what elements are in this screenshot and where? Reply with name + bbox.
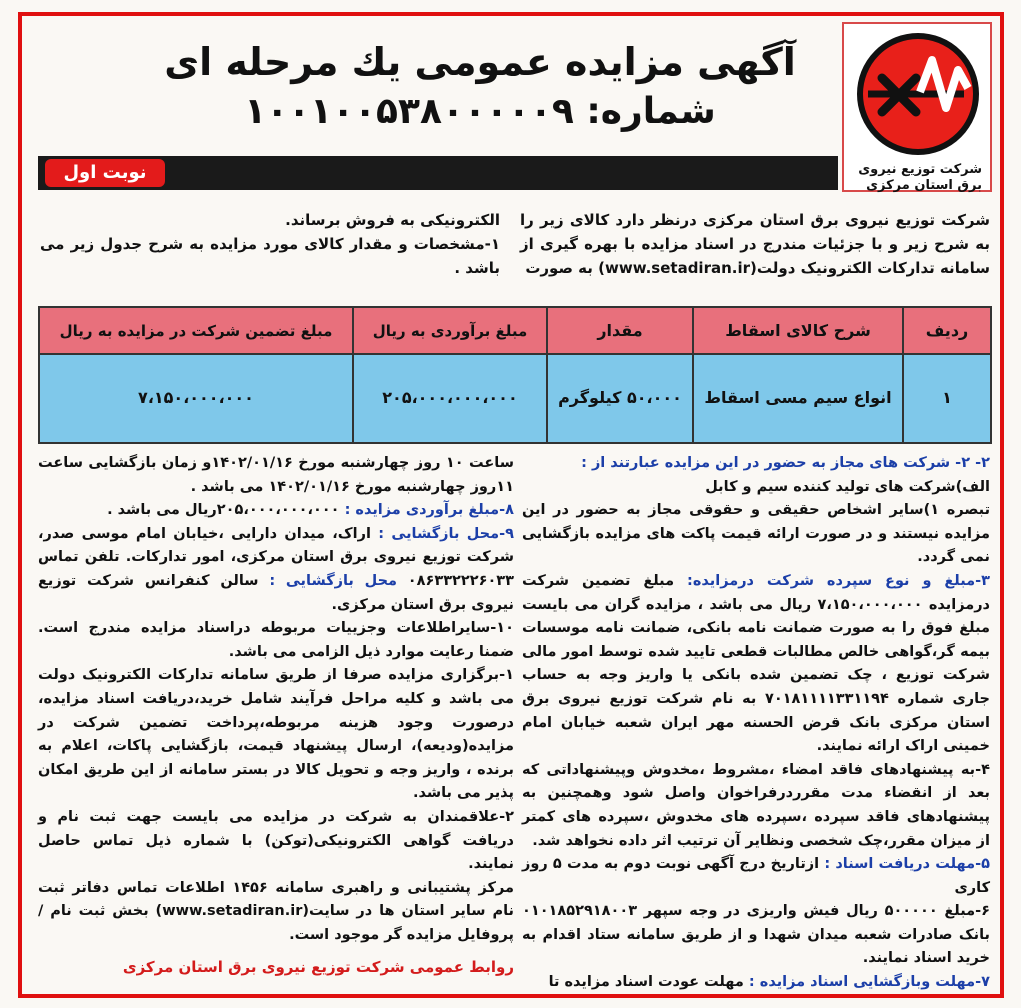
cell-estimate: ۲۰۵،۰۰۰،۰۰۰،۰۰۰ — [382, 388, 518, 407]
section-3-text: مبلغ تضمین شرکت درمزایده ۷،۱۵۰،۰۰۰،۰۰۰ ریال می باشد ، مزایده گران می بایست مبلغ فوق را به صورت ضمانت نامه بانکی، ضمانت نامه موسسات بیمه گر،گواهی خالص مطالبات قطعی تایید شده توسط امور مالی شرکت توزیع ، چک تضمین شده بانکی یا واریز وجه به حساب جاری شماره ۷۰۱۸۱۱۱۱۳۳۱۱۹۴ به نام شرکت توزیع نیروی برق استان مرکزی بانک قرض الحسنه مهر ایران شعبه خیابان امام خمینی اراک ارائه نمایند. — [522, 572, 991, 755]
intro-line-2: ۱-مشخصات و مقدار کالای مورد مزایده به شرح جدول زیر می باشد . — [40, 235, 500, 277]
section-6-text: ۶-مبلغ ۵۰۰۰۰۰ ریال فیش واریزی در وجه سپهر ۰۱۰۱۸۵۲۹۱۸۰۰۳ بانک صادرات شعبه میدان شهدا و از طریق سامانه ستاد اقدام به خرید اسناد نمایند. — [522, 903, 990, 967]
section-4-text: ۴-به پیشنهادهای فاقد امضاء ،مشروط ،مخدوش وپیشنهاداتی که بعد از انقضاء مدت مقرردرفراخوان واصل شود وهمچنین به پیشنهادهای فاقد سپرده ،سپرده های مخدوش ،سپرده های کمتر از میزان مقرر،چک شخصی ونظایر آن ترتیب اثر داده نخواهد شد. — [522, 761, 990, 849]
section-5-heading: ۵-مهلت دریافت اسناد : — [824, 856, 990, 873]
cell-description: انواع سیم مسی اسقاط — [704, 388, 892, 407]
rule-3-text: مرکز پشتیبانی و راهبری سامانه ۱۴۵۶ اطلاعات تماس دفاتر ثبت نام سایر استان ها در سایت(www.setadiran.ir) بخش ثبت نام /پروفایل مزایده گر موجود است. — [38, 879, 514, 943]
intro-text: شرکت توزیع نیروی برق استان مرکزی درنظر دارد کالای زیر را به شرح زیر و با جزئیات مندرج در اسناد مزایده با بهره گیری از سامانه تدارکات الکترونیک دولت(www.setadiran.ir) به صورت — [520, 211, 990, 277]
terms-right-column — [522, 452, 990, 995]
header-estimate: مبلغ برآوردی به ریال — [372, 322, 528, 340]
cell-quantity: ۵۰،۰۰۰ کیلوگرم — [558, 388, 682, 407]
section-8-heading: ۸-مبلغ برآوردی مزایده : — [344, 502, 514, 519]
auction-table — [38, 306, 992, 444]
header-quantity: مقدار — [597, 321, 643, 340]
section-8-text: ۲۰۵،۰۰۰،۰۰۰،۰۰۰ریال می باشد . — [107, 502, 340, 519]
header-row-number: ردیف — [925, 321, 969, 340]
cell-row-number: ۱ — [942, 388, 952, 407]
public-relations-signature: روابط عمومی شرکت توزیع نیروی برق استان مرکزی — [122, 958, 514, 976]
section-7-text: مهلت عودت اسناد مزایده تا — [548, 974, 744, 991]
company-logo-box — [842, 22, 992, 192]
section-2-heading: ۲- ۲- شرکت های مجاز به حضور در این مزایده عبارتند از : — [581, 455, 990, 471]
header-description: شرح کالای اسقاط — [725, 321, 871, 340]
intro-line-1: الکترونیکی به فروش برساند. — [285, 211, 500, 229]
section-10-text: ۱۰-سایراطلاعات وجزییات مربوطه دراسناد مزایده مندرج است. ضمنا رعایت موارد ذیل الزامی می باشد. — [38, 620, 514, 660]
rule-1-text: ۱-برگزاری مزایده صرفا از طریق سامانه تدارکات الکترونیک دولت می باشد و کلیه مراحل فرآیند شامل خرید،دریافت اسناد مزایده، درصورت وجود هزینه مربوطه،پرداخت تضمین شرکت در مزایده(ودیعه)، ارسال پیشنهاد قیمت، بازگشایی پاکات، اعلام به برنده ، واریز وجه و تحویل کالا در بستر سامانه از این طریق امکان پذیر می باشد. — [38, 667, 514, 802]
company-name: شرکت توزیع نیروی برق استان مرکزی — [858, 162, 982, 193]
section-9-text: اراک، میدان دارایی ،خیابان امام موسی صدر، شرکت توزیع نیروی برق استان مرکزی، امور تدارکات. تلفن تماس ۰۸۶۳۳۲۲۲۶۰۳۳ — [38, 525, 514, 589]
venue-heading: محل بازگشایی : — [269, 572, 398, 589]
cell-guarantee: ۷،۱۵۰،۰۰۰،۰۰۰ — [138, 388, 254, 407]
section-9-heading: ۹-محل بازگشایی : — [378, 525, 514, 542]
section-7-heading: ۷-مهلت وبازگشایی اسناد مزایده : — [748, 974, 990, 991]
section-5-text: ازتاریخ درج آگهی نوبت دوم به مدت ۵ روز کاری — [522, 856, 990, 896]
header-guarantee: مبلغ تضمین شرکت در مزایده به ریال — [59, 322, 333, 340]
section-3-heading: ۳-مبلغ و نوع سپرده شرکت درمزایده: — [687, 572, 990, 589]
electricity-company-logo-icon — [854, 30, 982, 158]
notice-badge: نوبت اول — [45, 159, 165, 187]
terms-left-column — [38, 452, 514, 947]
rule-2-text: ۲-علاقمندان به شرکت در مزایده می بایست جهت ثبت نام و دریافت گواهی الکترونیکی(توکن) با شماره ذیل تماس حاصل نمایند. — [38, 808, 514, 873]
ad-number: شماره: ۱۰۰۱۰۰۵۳۸۰۰۰۰۰۹ — [244, 91, 716, 132]
venue-text: سالن کنفرانس شرکت توزیع نیروی برق استان مرکزی. — [38, 572, 514, 613]
section-2-item-a: الف)شرکت های تولید کننده سیم و کابل — [705, 478, 990, 495]
section-7-continued: ساعت ۱۰ روز چهارشنبه مورخ ۱۴۰۲/۰۱/۱۶و زمان بازگشایی ساعت ۱۱روز چهارشنبه مورخ ۱۴۰۲/۰۱/۱۶ می باشد . — [38, 455, 514, 495]
intro-continued — [40, 208, 500, 280]
ad-title: آگهی مزایده عمومی یك مرحله ای — [164, 40, 796, 84]
section-2-note: تبصره ۱)سایر اشخاص حقیقی و حقوقی مجاز به حضور در این مزایده نیستند و در صورت ارائه قیمت پاکت های مزایده بازگشایی نمی گردد. — [522, 502, 991, 566]
